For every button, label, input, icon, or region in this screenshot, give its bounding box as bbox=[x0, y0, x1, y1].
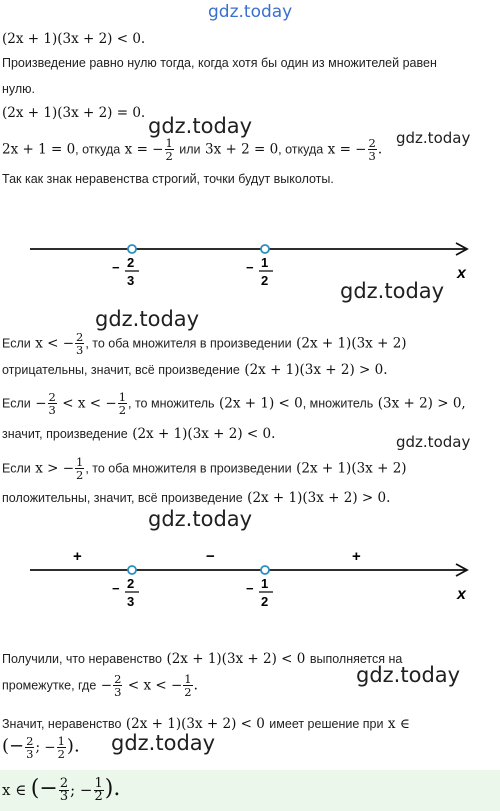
svg-text:−: − bbox=[112, 581, 120, 596]
svg-text:3: 3 bbox=[127, 594, 135, 608]
open-point-neg-one-half bbox=[261, 566, 269, 574]
watermark: gdz.today bbox=[148, 507, 253, 531]
top-watermark: gdz.today bbox=[208, 2, 293, 22]
tick-num: 2 bbox=[127, 255, 135, 270]
tick-num: 1 bbox=[261, 255, 269, 270]
number-line-1 bbox=[0, 232, 500, 292]
inequality-line: (2x + 1)(3x + 2) < 0. bbox=[2, 31, 146, 47]
svg-text:1: 1 bbox=[261, 576, 269, 591]
tick-sign: − bbox=[112, 260, 120, 275]
solution-line: Значит, неравенство (2x + 1)(3x + 2) < 0 имеет решение при x ∈ bbox=[2, 716, 410, 732]
case-3-line-2: положительны, значит, всё произведение (2x + 1)(3x + 2) > 0. bbox=[2, 490, 391, 506]
fraction: $\frac{1}{2}$ bbox=[184, 672, 192, 699]
paragraph-open-points: Так как знак неравенства строгий, точки будут выколоты. bbox=[2, 172, 334, 186]
number-line-2 bbox=[0, 540, 500, 608]
watermark: gdz.today bbox=[95, 307, 200, 331]
case-1-line: Если x < − $\frac{2}{3}$ , то оба множителя в произведении (2x + 1)(3x + 2) bbox=[2, 330, 407, 357]
roots-line: 2x + 1 = 0, откуда x = − $\frac{1}{2}$ или 3x + 2 = 0, откуда x = − $\frac{2}{3}$ . bbox=[2, 136, 383, 163]
answer-line: x ∈ (− $\frac{2}{3}$ ; − $\frac{1}{2}$ ). bbox=[2, 776, 121, 805]
case-3-line: Если x > − $\frac{1}{2}$ , то оба множителя в произведении (2x + 1)(3x + 2) bbox=[2, 455, 407, 482]
watermark: gdz.today bbox=[356, 663, 461, 687]
open-point-neg-two-thirds bbox=[128, 245, 136, 253]
fraction: $\frac{2}{3}$ bbox=[48, 390, 56, 417]
open-point-neg-one-half bbox=[261, 245, 269, 253]
watermark: gdz.today bbox=[148, 114, 253, 138]
watermark: gdz.today bbox=[111, 731, 216, 755]
svg-text:2: 2 bbox=[127, 576, 135, 591]
equation-line: (2x + 1)(3x + 2) = 0. bbox=[2, 105, 146, 121]
paragraph-zero-product-end: нулю. bbox=[2, 82, 36, 96]
fraction: $\frac{1}{2}$ bbox=[118, 390, 127, 417]
fraction: $\frac{2}{3}$ bbox=[26, 734, 34, 761]
interval-sign-minus: − bbox=[206, 548, 215, 565]
paragraph-zero-product: Произведение равно нулю тогда, когда хотя бы один из множителей равен bbox=[2, 56, 437, 70]
fraction: $\frac{1}{2}$ bbox=[57, 734, 65, 761]
watermark: gdz.today bbox=[340, 279, 445, 303]
conclusion-line-2: промежутке, где − $\frac{2}{3}$ < x < − $\frac{1}{2}$ . bbox=[2, 672, 198, 699]
axis-label: x bbox=[457, 265, 466, 282]
open-point-neg-two-thirds bbox=[128, 566, 136, 574]
case-2-line-2: значит, произведение (2x + 1)(3x + 2) < 0. bbox=[2, 426, 276, 442]
fraction: $\frac{1}{2}$ bbox=[165, 136, 173, 163]
watermark: gdz.today bbox=[396, 129, 471, 147]
watermark: gdz.today bbox=[396, 433, 471, 451]
fraction: $\frac{2}{3}$ bbox=[114, 672, 122, 699]
fraction: $\frac{2}{3}$ bbox=[368, 136, 376, 163]
tick-den: 2 bbox=[261, 273, 269, 288]
case-2-line: Если − $\frac{2}{3}$ < x < − $\frac{1}{2}$ , то множитель (2x + 1) < 0, множитель (3x + 2) > 0, bbox=[2, 390, 466, 417]
fraction: $\frac{1}{2}$ bbox=[94, 776, 103, 805]
tick-sign: − bbox=[246, 260, 254, 275]
solution-line-2: (− $\frac{2}{3}$ ; − $\frac{1}{2}$ ). bbox=[2, 734, 80, 761]
svg-text:2: 2 bbox=[261, 594, 269, 608]
answer-box bbox=[0, 770, 500, 811]
interval-sign-plus: + bbox=[352, 548, 361, 565]
svg-text:−: − bbox=[246, 581, 254, 596]
conclusion-line: Получили, что неравенство (2x + 1)(3x + 2) < 0 выполняется на bbox=[2, 651, 403, 667]
fraction: $\frac{1}{2}$ bbox=[76, 455, 84, 482]
case-1-line-2: отрицательны, значит, всё произведение (2x + 1)(3x + 2) > 0. bbox=[2, 362, 388, 378]
tick-den: 3 bbox=[127, 273, 135, 288]
fraction: $\frac{2}{3}$ bbox=[59, 776, 69, 805]
interval-sign-plus: + bbox=[73, 548, 82, 565]
axis-label: x bbox=[457, 586, 466, 603]
fraction: $\frac{2}{3}$ bbox=[76, 330, 84, 357]
